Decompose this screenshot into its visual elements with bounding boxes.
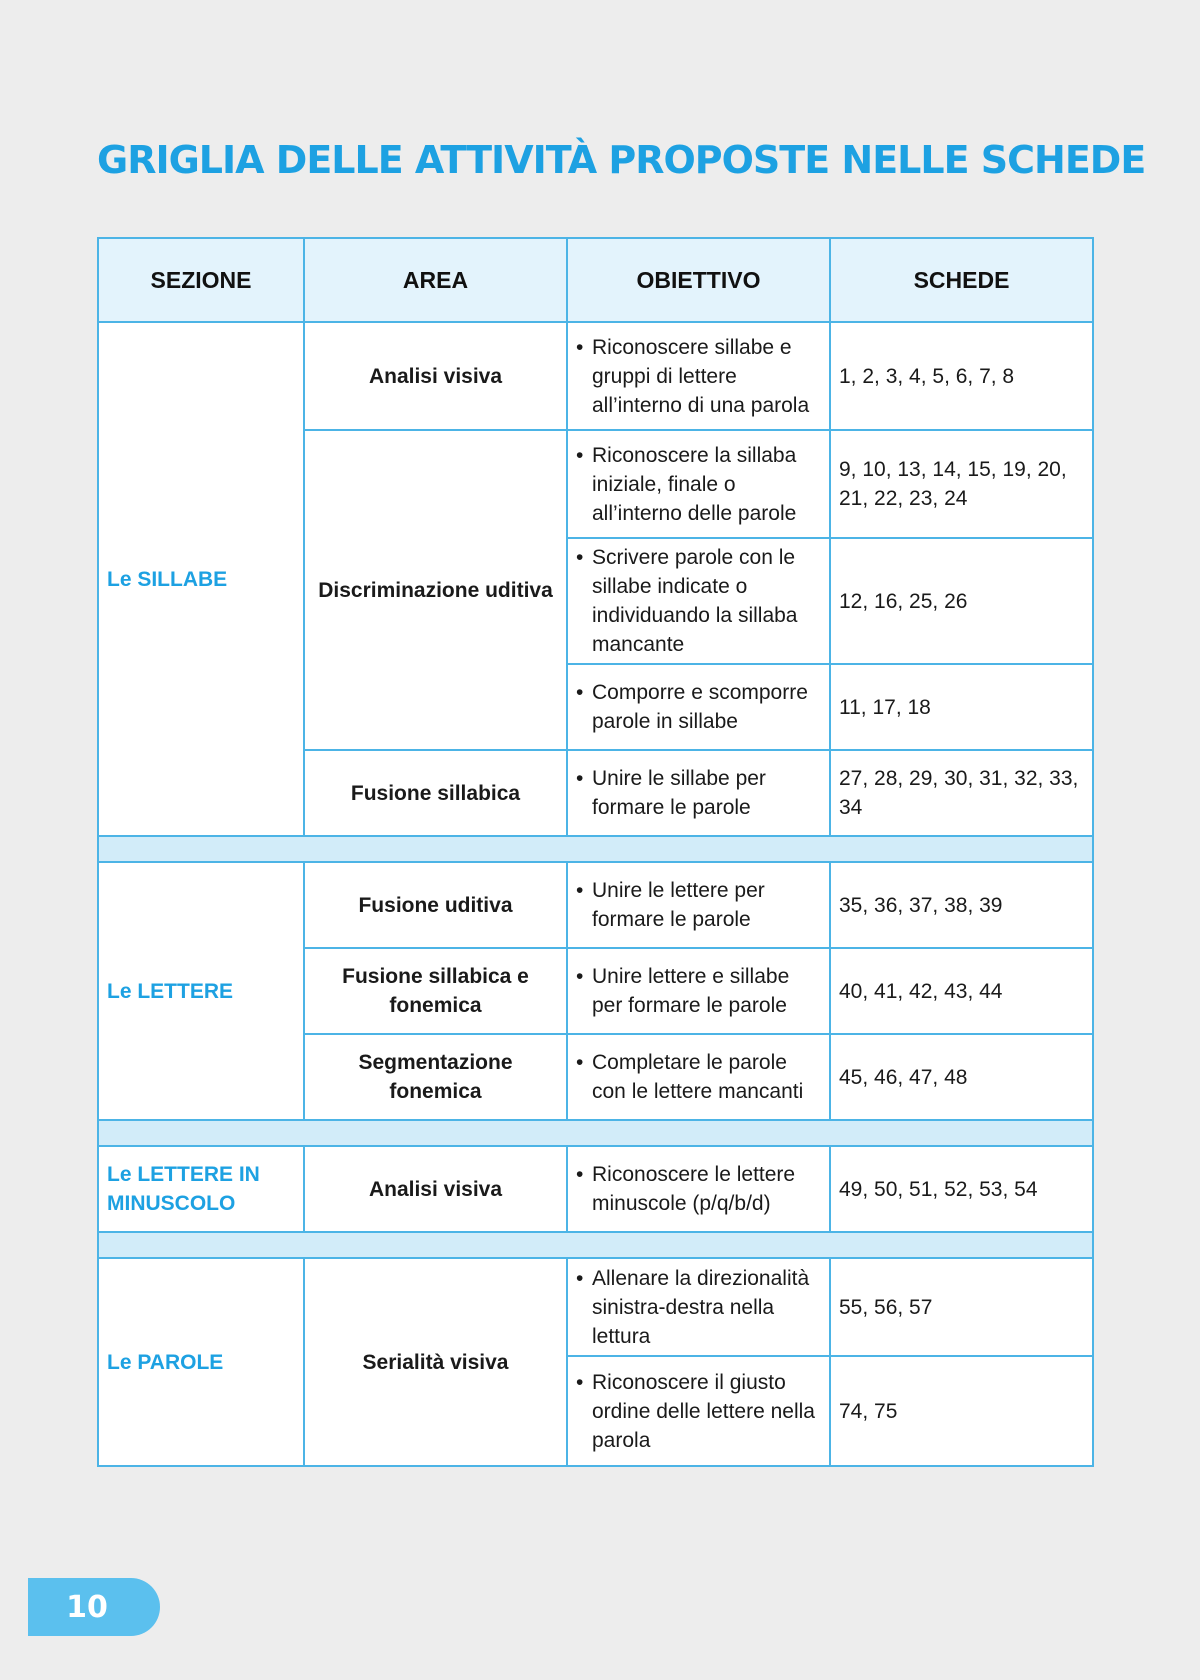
area-cell: Serialità visiva <box>304 1258 567 1466</box>
bullet-icon: • <box>576 965 584 988</box>
objective-cell: • Unire le lettere per formare le parole <box>567 862 830 948</box>
objective-cell: • Unire le sillabe per formare le parole <box>567 750 830 836</box>
bullet-icon: • <box>576 546 584 569</box>
objective-cell: • Scrivere parole con le sillabe indicate o individuando la sillaba mancante <box>567 538 830 664</box>
bullet-icon: • <box>576 1051 584 1074</box>
table-row <box>98 862 1093 948</box>
schede-cell: 12, 16, 25, 26 <box>830 538 1093 664</box>
schede-cell: 55, 56, 57 <box>830 1258 1093 1356</box>
schede-cell: 40, 41, 42, 43, 44 <box>830 948 1093 1034</box>
bullet-icon: • <box>576 1266 584 1290</box>
bullet-icon: • <box>576 681 584 704</box>
area-cell: Analisi visiva <box>304 1146 567 1232</box>
activities-table <box>97 237 1094 1467</box>
table-row <box>98 1258 1093 1356</box>
objective-cell: • Riconoscere il giusto ordine delle lettere nella parola <box>567 1356 830 1466</box>
objective-cell: • Riconoscere le lettere minuscole (p/q/b/d) <box>567 1146 830 1232</box>
objective-cell: • Allenare la direzionalità sinistra-destra nella lettura <box>567 1258 830 1356</box>
bullet-icon: • <box>576 443 584 467</box>
objective-cell: • Comporre e scomporre parole in sillabe <box>567 664 830 750</box>
page-number: 10 <box>66 1589 108 1625</box>
bullet-icon: • <box>576 1370 584 1394</box>
section-parole: Le PAROLE <box>98 1258 304 1466</box>
bullet-icon: • <box>576 335 584 359</box>
schede-cell: 9, 10, 13, 14, 15, 19, 20, 21, 22, 23, 24 <box>830 430 1093 538</box>
header-area: AREA <box>304 238 567 322</box>
area-cell: Fusione uditiva <box>304 862 567 948</box>
schede-cell: 1, 2, 3, 4, 5, 6, 7, 8 <box>830 322 1093 430</box>
section-separator <box>98 1232 1093 1258</box>
schede-cell: 49, 50, 51, 52, 53, 54 <box>830 1146 1093 1232</box>
area-cell: Segmentazione fonemica <box>304 1034 567 1120</box>
section-separator <box>98 1120 1093 1146</box>
schede-cell: 74, 75 <box>830 1356 1093 1466</box>
objective-cell: • Riconoscere sillabe e gruppi di lettere all’interno di una parola <box>567 322 830 430</box>
table-header-row <box>98 238 1093 322</box>
bullet-icon: • <box>576 879 584 902</box>
section-separator <box>98 836 1093 862</box>
page-number-badge <box>28 1578 160 1636</box>
bullet-icon: • <box>576 1163 584 1186</box>
section-minuscolo: Le LETTERE IN MINUSCOLO <box>98 1146 304 1232</box>
area-cell: Discriminazione uditiva <box>304 430 567 750</box>
bullet-icon: • <box>576 767 584 790</box>
table-row <box>98 322 1093 430</box>
objective-cell: • Completare le parole con le lettere mancanti <box>567 1034 830 1120</box>
area-cell: Fusione sillabica e fonemica <box>304 948 567 1034</box>
area-cell: Fusione sillabica <box>304 750 567 836</box>
page-title: GRIGLIA DELLE ATTIVITÀ PROPOSTE NELLE SCHEDE <box>97 138 1146 182</box>
table-row <box>98 1146 1093 1232</box>
objective-cell: • Unire lettere e sillabe per formare le parole <box>567 948 830 1034</box>
header-schede: SCHEDE <box>830 238 1093 322</box>
schede-cell: 35, 36, 37, 38, 39 <box>830 862 1093 948</box>
schede-cell: 27, 28, 29, 30, 31, 32, 33, 34 <box>830 750 1093 836</box>
objective-cell: • Riconoscere la sillaba iniziale, finale o all’interno delle parole <box>567 430 830 538</box>
header-obiettivo: OBIETTIVO <box>567 238 830 322</box>
section-lettere: Le LETTERE <box>98 862 304 1120</box>
schede-cell: 11, 17, 18 <box>830 664 1093 750</box>
schede-cell: 45, 46, 47, 48 <box>830 1034 1093 1120</box>
area-cell: Analisi visiva <box>304 322 567 430</box>
section-sillabe: Le SILLABE <box>98 322 304 836</box>
header-sezione: SEZIONE <box>98 238 304 322</box>
